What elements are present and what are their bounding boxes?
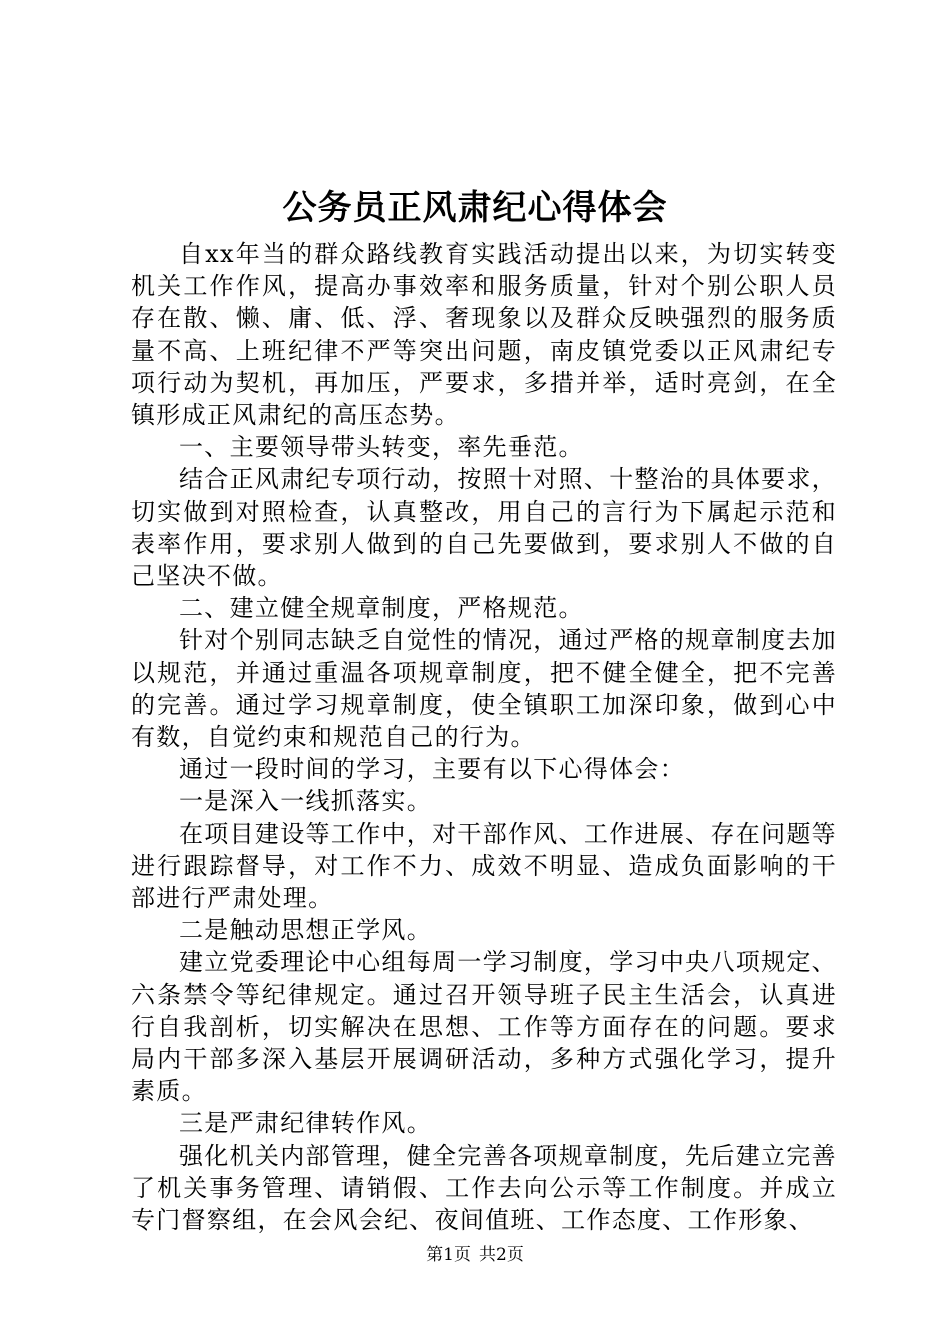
section-heading-1: 一、主要领导带头转变，率先垂范。 [179, 433, 584, 462]
paragraph-intro: 自xx年当的群众路线教育实践活动提出以来，为切实转变机关工作作风，提高办事效率和服务质量，针对个别公职人员存在散、懒、庸、低、浮、奢现象以及群众反映强烈的服务质量不高、上班纪律不严等突出问题，南皮镇党委以正风肃纪专项行动为契机，再加压，严要求，多措并举，适时亮剑，在全镇形成正风肃纪的高压态势。 [131, 240, 837, 430]
paragraph-section-1: 结合正风肃纪专项行动，按照十对照、十整治的具体要求，切实做到对照检查，认真整改，用自己的言行为下属起示范和表率作用，要求别人做到的自己先要做到，要求别人不做的自己坚决不做。 [131, 465, 837, 591]
page-number-current: 第1页 [426, 1245, 471, 1265]
document-title: 公务员正风肃纪心得体会 [282, 188, 668, 228]
page-footer [0, 1244, 950, 1266]
paragraph-point-1: 在项目建设等工作中，对干部作风、工作进展、存在问题等进行跟踪督导，对工作不力、成效不明显、造成负面影响的干部进行严肃处理。 [131, 819, 837, 913]
paragraph-point-2: 建立党委理论中心组每周一学习制度，学习中央八项规定、六条禁令等纪律规定。通过召开领导班子民主生活会，认真进行自我剖析，切实解决在思想、工作等方面存在的问题。要求局内干部多深入基层开展调研活动，多种方式强化学习，提升素质。 [131, 948, 837, 1106]
point-heading-3: 三是严肃纪律转作风。 [179, 1109, 432, 1138]
document-body [131, 238, 837, 1236]
point-heading-2: 二是触动思想正学风。 [179, 916, 432, 945]
page-number-total: 共2页 [479, 1245, 524, 1265]
section-heading-2: 二、建立健全规章制度，严格规范。 [179, 594, 584, 623]
point-heading-1: 一是深入一线抓落实。 [179, 787, 432, 816]
paragraph-summary-intro: 通过一段时间的学习，主要有以下心得体会： [179, 755, 685, 784]
paragraph-section-2: 针对个别同志缺乏自觉性的情况，通过严格的规章制度去加以规范，并通过重温各项规章制度，把不健全健全，把不完善的完善。通过学习规章制度，使全镇职工加深印象，做到心中有数，自觉约束和规范自己的行为。 [131, 626, 837, 752]
paragraph-point-3: 强化机关内部管理，健全完善各项规章制度，先后建立完善了机关事务管理、请销假、工作去向公示等工作制度。并成立专门督察组，在会风会纪、夜间值班、工作态度、工作形象、 [131, 1141, 837, 1235]
